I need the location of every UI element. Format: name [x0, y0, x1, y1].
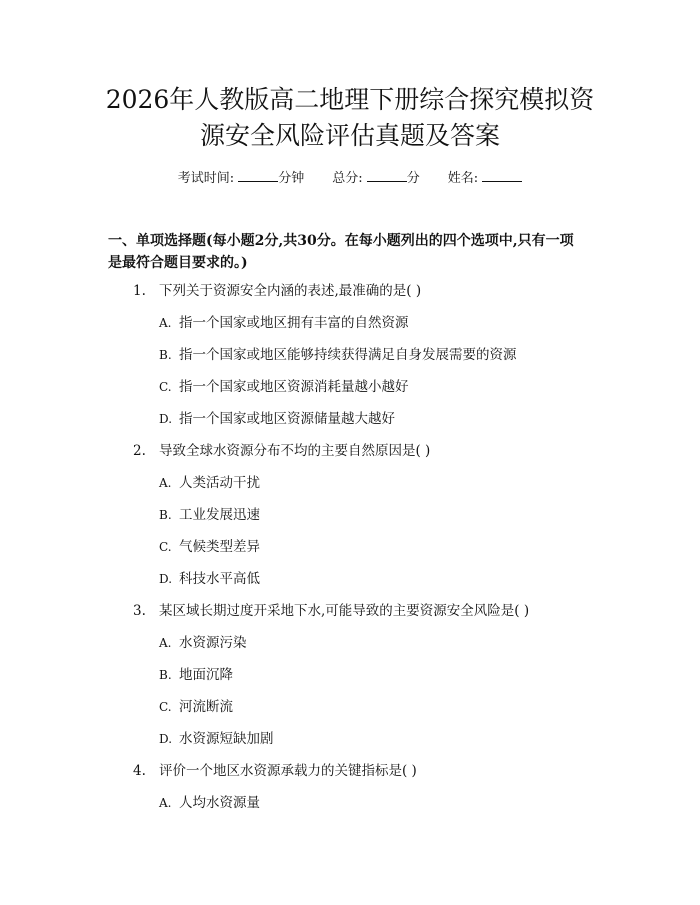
question-1-option-a — [159, 313, 409, 333]
option-letter: B. — [159, 348, 172, 362]
question-4-option-a — [159, 793, 260, 813]
question-number: 4. — [133, 763, 146, 779]
question-text: 下列关于资源安全内涵的表述,最准确的是( ) — [159, 283, 422, 299]
section-header-line-1: 一、单项选择题(每小题2分,共30分。在每小题列出的四个选项中,只有一项 — [108, 233, 574, 249]
option-text: 河流断流 — [179, 699, 233, 715]
option-letter: A. — [159, 476, 172, 490]
question-text: 导致全球水资源分布不均的主要自然原因是( ) — [159, 443, 431, 459]
time-unit: 分钟 — [278, 171, 305, 186]
question-3-option-b — [159, 665, 233, 685]
option-text: 科技水平高低 — [179, 571, 260, 587]
question-number: 1. — [133, 283, 146, 299]
question-3-option-c — [159, 697, 233, 717]
score-label: 总分: — [332, 171, 363, 186]
question-2-option-b — [159, 505, 260, 525]
option-text: 水资源污染 — [179, 635, 247, 651]
option-letter: C. — [159, 380, 172, 394]
option-letter: D. — [159, 412, 173, 426]
option-text: 人类活动干扰 — [179, 475, 260, 491]
option-letter: A. — [159, 796, 172, 810]
time-label: 考试时间: — [177, 171, 235, 186]
option-text: 水资源短缺加剧 — [179, 731, 274, 747]
question-text: 某区域长期过度开采地下水,可能导致的主要资源安全风险是( ) — [159, 603, 530, 619]
question-2-option-a — [159, 473, 260, 493]
question-3-option-d — [159, 729, 274, 749]
exam-meta-line — [0, 168, 700, 189]
question-3 — [133, 601, 529, 621]
page-title-line-2: 源安全风险评估真题及答案 — [199, 121, 500, 150]
option-text: 气候类型差异 — [179, 539, 260, 555]
option-text: 指一个国家或地区拥有丰富的自然资源 — [179, 315, 409, 331]
option-text: 指一个国家或地区资源储量越大越好 — [179, 411, 395, 427]
question-1 — [133, 281, 421, 301]
option-letter: C. — [159, 700, 172, 714]
question-2-option-d — [159, 569, 260, 589]
page-title-line-1: 2026年人教版高二地理下册综合探究模拟资 — [105, 85, 595, 114]
option-letter: B. — [159, 508, 172, 522]
question-1-option-d — [159, 409, 395, 429]
question-1-option-b — [159, 345, 517, 365]
option-letter: A. — [159, 316, 172, 330]
question-4 — [133, 761, 417, 781]
question-2-option-c — [159, 537, 260, 557]
section-header-line-2: 是最符合题目要求的。) — [108, 255, 248, 271]
option-text: 指一个国家或地区资源消耗量越小越好 — [179, 379, 409, 395]
question-1-option-c — [159, 377, 409, 397]
question-text: 评价一个地区水资源承载力的关键指标是( ) — [159, 763, 417, 779]
question-number: 3. — [133, 603, 146, 619]
option-letter: D. — [159, 732, 173, 746]
score-blank — [367, 168, 407, 182]
score-unit: 分 — [406, 171, 420, 186]
option-letter: A. — [159, 636, 172, 650]
question-2 — [133, 441, 430, 461]
option-letter: D. — [159, 572, 173, 586]
option-text: 指一个国家或地区能够持续获得满足自身发展需要的资源 — [179, 347, 517, 363]
option-text: 工业发展迅速 — [179, 507, 260, 523]
option-text: 地面沉降 — [179, 667, 233, 683]
option-text: 人均水资源量 — [179, 795, 260, 811]
option-letter: C. — [159, 540, 172, 554]
name-label: 姓名: — [447, 171, 479, 186]
name-blank — [482, 168, 522, 182]
option-letter: B. — [159, 668, 172, 682]
question-number: 2. — [133, 443, 146, 459]
question-3-option-a — [159, 633, 247, 653]
time-blank — [238, 168, 278, 182]
